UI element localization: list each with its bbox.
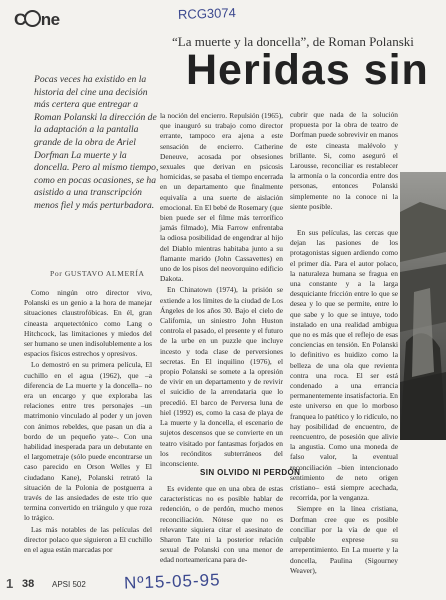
section-logo: C ne [14, 10, 60, 29]
text-column-2 [160, 111, 283, 468]
film-still-photo [400, 172, 446, 440]
text-column-2-lower [160, 484, 283, 574]
paragraph: Siempre en la línea cristiana, Dorfman cree que es posible conciliar por la vía de que el culpable exprese su arrepentimiento. En La muerte y la doncella, Paulina (Sigourney Weaver), [290, 504, 398, 575]
section-subheading: SIN OLVIDO NI PERDÓN [200, 468, 301, 477]
article-byline: Por GUSTAVO ALMERÍA [50, 269, 145, 278]
article-kicker: “La muerte y la doncella”, de Roman Polanski [172, 34, 414, 49]
paragraph: Lo demostró en su primera película, El cuchillo en el agua (1962), que –a diferencia de La muerte y la doncella– no era un encargo y que exploraba las relaciones entre tres personajes –un matrimonio vinculado al poder y un joven con ánimos rebeldes, que pasan un día a bordo de un pequeño yate–. Con una habilidad inesperada para un debutante en el largometraje (sólo puede encontrarse un caso parecido en Orson Welles y El ciudadano Kane), Polanski retrató la situación de la Polonia de postguerra a través de las ansiedades de este trío que termina convertido en triángulo y que roza lo trágico. [24, 360, 152, 523]
archive-code-stamp: RCG3074 [177, 4, 237, 23]
paragraph: Como ningún otro director vivo, Polanski es un genio a la hora de manejar situaciones claustrofóbicas. En él, gran cineasta arquetectónico como Lang o Hitchcock, las limitaciones y miedos del ser humano se unen indisolublemente a los espacios físicos estrechos y opresivos. [24, 288, 152, 359]
page-number: 38 [22, 578, 35, 590]
text-column-1 [24, 288, 152, 574]
paragraph: En Chinatown (1974), la prisión se extiende a los límites de la ciudad de Los Ángeles de los años 30. Bajo el cielo de California, un siniestro John Huston controla el pasado, el presente y el futuro de la urbe en un puzzle que incluye incesto y toda clase de perversiones secretas. En El inquilino (1976), el propio Polanski se somete a la opresión de vivir en un departamento y de revivir el suicidio de la arrendataria que lo precedió. El barco de Perversa luna de hiel (1992) es, como la casa de playa de La muerte y la doncella, el escenario de sujetos descensos que se convierte en un teatro visitado por fantasmas forjados en los recónditos subterráneos del inconsciente. [160, 285, 283, 468]
archive-date-stamp: Nº15-05-95 [123, 570, 221, 593]
text-column-3 [290, 228, 398, 574]
paragraph: En sus películas, las cercas que dejan las pasiones de los protagonistas siguen ardiendo como el primer día. Para el autor polaco, la naturaleza humana se fragua en una constante y a la larga desquiciante fricción entre lo que se desea y lo que se permite, entre lo que sabe y lo que se intuye, todo instalado en una realidad ambigua que no es más que el reflejo de esas conciencias en tensión. En Polanski lo definitivo es huidizo como la belleza de una ola que revienta contra una roca. El ser está condenado a una errancia permanentemente insatisfactoria. En este universo en que lo morboso franquea lo patético y lo ridículo, no hay posibilidad de encuentro, de reencuentro, de posesión que alivie la angustia. Como una moneda de falso valor, la eventual reconciliación –bien intencionado sentimiento de neto origen cristiano– está siempre acechada, recorrida, por la venganza. [290, 228, 398, 503]
article-headline: Heridas sin [186, 46, 429, 94]
paragraph: Las más notables de las películas del director polaco que siguieron a El cuchillo en el agua están marcadas por [24, 524, 152, 555]
photo-graphic [400, 172, 446, 440]
article-intro: Pocas veces ha existido en la historia del cine una decisión más certera que entregar a Roman Polanski la dirección de la adaptación a la pantalla grande de la obra de Ariel Dorfman La muerte y la doncella. Pero al mismo tiempo, como en pocas ocasiones, se ha asistido a una transcripción menos fiel y más perturbadora. [34, 74, 159, 211]
paragraph: Es evidente que en una obra de estas características no es posible hablar de redención, o de perdón, mucho menos reconciliación. Nótese que no es relevante siquiera citar el asesinato de Sharon Tate ni la posterior relación sexual de Polanski con una menor de edad norteamericana para de- [160, 484, 283, 565]
page-mark: 1 [6, 576, 14, 591]
text-column-3-upper [290, 110, 398, 225]
paragraph: cubrir que nada de la solución propuesta por la obra de teatro de Dorfman puede sobrevivir en manos de este cineasta malévolo y brillante. Si, como aseguró el Larousse, reconciliar es restablecer la armonía o la concordia entre dos personas, entonces Polanski simplemente no la conoce ni la siente posible. [290, 110, 398, 211]
paragraph: la noción del encierro. Repulsión (1965), que inauguró su trabajo como director errante, tampoco era ajena a este sensación de encierro. Catherine Deneuve, acosada por obsesiones sexuales que derivan en psicosis homicidas, se pasaba el tiempo encerrada en un departamento que finalmente equivalía a una suerte de aislación emocional. En El bebé de Rosemary (que bien puede ser el filme más terrorífico jamás filmado), Mia Farrow enfrentaba la odiosa posibilidad de engendrar al hijo del Diablo mientras habitaba junto a su flamante marido (John Cassavettes) en uno de los pisos del neovorquino edificio Dakota. [160, 111, 283, 284]
film-reel-icon [24, 10, 41, 27]
magazine-issue: APSI 502 [52, 580, 86, 589]
